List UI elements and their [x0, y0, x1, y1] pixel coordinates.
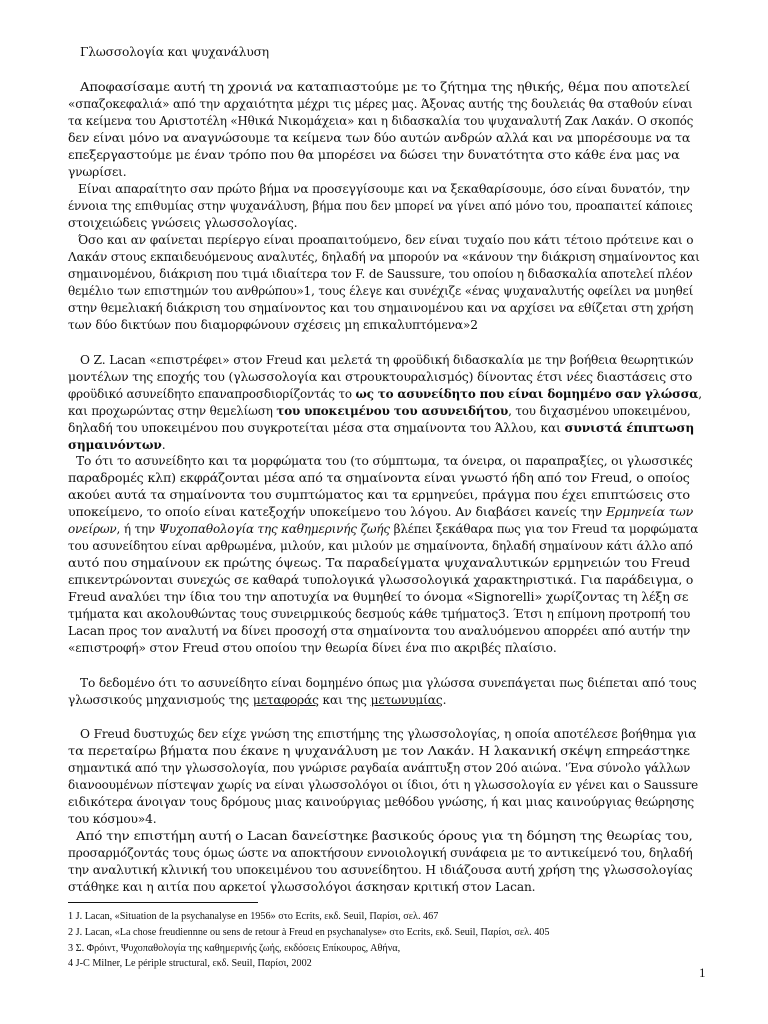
text-segment: τα περεταίρω βήματα που έκανε η ψυχανάλυση με τον Λακάν. Η λακανική σκέψη επηρεάστηκε — [68, 744, 690, 758]
text-line — [68, 572, 693, 589]
text-segment: , ή την — [116, 522, 159, 536]
text-segment: μοντέλων της εποχής του (γλωσσολογία και στρουκτουραλισμός) δίνοντας έτσι νέες διαστάσεις στο — [68, 370, 693, 384]
text-line — [68, 692, 446, 709]
text-line — [68, 198, 693, 215]
text-segment: Το ότι το ασυνείδητο και τα μορφώματα του (το σύμπτωμα, τα όνειρα, οι παραπραξίες, οι γλωσσικές — [76, 454, 693, 468]
text-segment: και προχωρώντας στην θεμελίωση — [68, 404, 277, 418]
text-line — [80, 726, 696, 743]
text-line — [68, 606, 690, 623]
text-line — [68, 879, 535, 896]
text-segment: τμήματα και ακολουθώντας τους συνειρμικούς δεσμούς κάθε τμήματος3. Έτσι η επίμονη προτροπή του — [68, 607, 691, 621]
text-line — [68, 538, 693, 555]
page-number: 1 — [699, 965, 706, 980]
text-line — [68, 266, 693, 283]
text-segment: υποκείμενο, το οποίο είναι κατεξοχήν υποκείμενο του λόγου. Αν διαβάσει κανείς την — [68, 505, 606, 519]
text-segment: στοιχειώδεις γνώσεις γλωσσολογίας. — [68, 216, 298, 230]
text-segment: Γλωσσολογία και ψυχανάλυση — [80, 45, 269, 59]
footnote-1: 1 J. Lacan, «Situation de la psychanalyse en 1956» στο Ecrits, εκδ. Seuil, Παρίσι, σελ. 467 — [68, 911, 439, 922]
text-segment: θεμέλιο των επιστημών του ανθρώπου»1, τους έλεγε και συνέχιζε «ένας ψυχαναλυτής οφείλει να μυηθεί — [68, 284, 694, 298]
document-title — [80, 44, 269, 61]
text-segment: «σπαζοκεφαλιά» από την αρχαιότητα μέχρι τις μέρες μας. Άξονας αυτής της δουλειάς θα σταθούν είναι — [68, 97, 693, 111]
text-line — [68, 777, 698, 794]
text-segment: ακούει αυτά τα σημαίνοντα του συμπτώματος και τα ερμηνεύει, πράγμα που έχει επιπτώσεις στο — [68, 488, 690, 502]
text-segment: στην θεμελιακή διάκριση του σημαίνοντος και του σημαινομένου και να αρχίσει να εθίζεται στη χρήση — [68, 301, 694, 315]
text-line — [68, 369, 692, 386]
text-line — [76, 453, 693, 470]
text-line — [68, 845, 693, 862]
text-segment: φροϋδικό ασυνείδητο επαναπροσδιορίζοντάς το — [68, 387, 356, 401]
text-line — [68, 640, 557, 657]
footnote-2: 2 J. Lacan, «La chose freudiennne ou sens de retour à Freud en psychanalyse» στο Ecrits, εκδ. Seuil, Παρίσι, σελ. 405 — [68, 927, 550, 938]
text-segment: έννοια της επιθυμίας στην ψυχανάλυση, βήμα που δεν μπορεί να γίνει από μόνο του, προαπαιτεί κάποιες — [68, 199, 693, 213]
text-segment: την αναλυτική κλινική του υποκειμένου του ασυνείδητου. Η ιδιάζουσα αυτή χρήση της γλωσσολογίας — [68, 863, 693, 877]
text-line — [68, 555, 690, 572]
text-segment: Λακάν στους εκπαιδευόμενους αναλυτές, δηλαδή να μπορούν να «κάνουν την διάκριση σημαίνοντος και — [68, 250, 700, 264]
text-segment: Αποφασίσαμε αυτή τη χρονιά να καταπιαστούμε με το ζήτημα της ηθικής, θέμα που αποτελεί — [80, 80, 691, 94]
footnote-3: 3 Σ. Φρόιντ, Ψυχοπαθολογία της καθημερινής ζωής, εκδόσεις Επίκουρος, Αθήνα, — [68, 943, 401, 954]
text-segment: ειδικότερα άνοιγαν τους δρόμους μιας καινούργιας μεθόδου γνώσης, ή και μιας καινούργιας θεώρησης — [68, 795, 695, 809]
bold-text: του υποκειμένου του ασυνειδήτου — [276, 404, 509, 418]
italic-text: ονείρων — [68, 522, 117, 536]
text-segment: Το δεδομένο ότι το ασυνείδητο είναι δομημένο όπως μια γλώσσα συνεπάγεται πως διέπεται από τους — [80, 676, 697, 690]
text-segment: και της — [318, 693, 371, 707]
text-segment: παραδρομές κλπ) εκφράζονται μέσα από τα σημαίνοντα είναι γνωστό ήδη από τον Freud, ο οποίος — [68, 471, 690, 485]
text-segment: βλέπει ξεκάθαρα πως για τον Freud τα μορφώματα — [389, 522, 699, 536]
text-segment: , του διχασμένου υποκειμένου, — [508, 404, 691, 418]
text-segment: Είναι απαραίτητο σαν πρώτο βήμα να προσεγγίσουμε και να ξεκαθαρίσουμε, όσο είναι δυνατόν, την — [78, 182, 690, 196]
text-segment: Ο Ζ. Lacan «επιστρέφει» στον Freud και μελετά τη φροϋδική διδασκαλία με την βοήθεια θεωρητικών — [80, 353, 694, 367]
text-line — [78, 232, 693, 249]
text-line — [68, 403, 691, 420]
text-line — [68, 386, 702, 403]
text-segment: αυτό που σημαίνουν εκ πρώτης όψεως. Τα παραδείγματα ψυχαναλυτικών ερμηνειών του Freud — [68, 556, 691, 570]
text-line — [80, 352, 693, 369]
text-segment: σημαντικά από την γλωσσολογία, που γνώρισε ραγδαία ανάπτυξη στον 20ό αιώνα. 'Ένα σύνολο γάλλων — [68, 761, 691, 775]
text-segment: , — [698, 387, 702, 401]
text-line — [68, 794, 694, 811]
text-segment: των δύο δικτύων που διαμορφώνουν σχέσεις μη επικαλυπτόμενα»2 — [68, 318, 478, 332]
text-segment: του ασυνείδητου είναι αρθρωμένα, μιλούν, και μιλούν με σημαίνοντα, δηλαδή σημαίνουν κάτι άλλο από — [68, 539, 693, 553]
text-segment: . — [161, 438, 166, 452]
italic-text: Ερμηνεία των — [605, 505, 694, 519]
text-segment: στάθηκε και η αιτία που αρκετοί γλωσσολόγοι άσκησαν κριτική στον Lacan. — [68, 880, 536, 894]
text-line — [68, 300, 693, 317]
text-line — [68, 249, 700, 266]
text-line — [68, 760, 690, 777]
text-line — [68, 130, 690, 147]
text-line — [68, 317, 478, 334]
text-line — [68, 504, 693, 521]
text-segment: δηλαδή του υποκειμένου που συγκροτείται μέσα στα σημαίνοντα του Άλλου, και — [68, 421, 565, 435]
text-line — [68, 437, 165, 454]
text-line — [68, 283, 693, 300]
underlined-text: μεταφοράς — [252, 693, 319, 707]
text-segment: επεξεργαστούμε με έναν τρόπο που θα μπορέσει να δώσει την δυνατότητα στο κάθε ένα μας να — [68, 148, 680, 162]
text-line — [68, 164, 127, 181]
text-line — [68, 521, 698, 538]
text-line — [68, 743, 690, 760]
text-line — [68, 215, 297, 232]
footnote-separator — [68, 902, 258, 903]
text-segment: Freud αναλύει την ίδια του την αποτυχία να θυμηθεί το όνομα «Signorelli» χωρίζοντας τη λέξη σε — [68, 590, 689, 604]
text-segment: «επιστροφή» στον Freud στου οποίου την θεωρία δίνει ένα πιο ακριβές πλαίσιο. — [68, 641, 557, 655]
text-line — [68, 623, 690, 640]
text-line — [68, 862, 693, 879]
text-line — [76, 828, 693, 845]
footnote-4: 4 J-C Milner, Le périple structural, εκδ. Seuil, Παρίσι, 2002 — [68, 958, 312, 969]
italic-text: Ψυχοπαθολογία της καθημερινής ζωής — [158, 522, 390, 536]
text-segment: . — [442, 693, 447, 707]
text-line — [78, 181, 690, 198]
bold-text: σημαινόντων — [68, 438, 162, 452]
text-segment: δεν είναι μόνο να αναγνώσουμε τα κείμενα των δύο αυτών ανδρών αλλά και να μπορέσουμε να τα — [68, 131, 691, 145]
text-line — [68, 487, 690, 504]
text-segment: σημαινομένου, διάκριση που τιμά ιδιαίτερα τον F. de Saussure, του οποίου η διδασκαλία αποτελεί πλέον — [68, 267, 693, 281]
underlined-text: μετωνυμίας — [370, 693, 443, 707]
text-segment: του κόσμου»4. — [68, 812, 157, 826]
text-line — [68, 470, 690, 487]
text-line — [68, 96, 693, 113]
text-segment: τα κείμενα του Αριστοτέλη «Ηθικά Νικομάχεια» και η διδασκαλία του ψυχαναλυτή Ζακ Λακάν. Ο σκοπός — [68, 114, 694, 128]
text-line — [68, 420, 694, 437]
text-segment: Lacan προς τον αναλυτή να δίνει προσοχή στα σημαίνοντα του αναλυόμενου απορρέει από αυτήν την — [68, 624, 691, 638]
text-segment: γνωρίσει. — [68, 165, 127, 179]
text-line — [68, 147, 680, 164]
text-line — [68, 811, 156, 828]
text-segment: Από την επιστήμη αυτή ο Lacan δανείστηκε βασικούς όρους για τη δόμηση της θεωρίας του, — [76, 829, 693, 843]
text-segment: επικεντρώνονται συνεχώς σε καθαρά τυπολογικά γλωσσολογικά χαρακτηριστικά. Για παράδειγμα, ο — [68, 573, 694, 587]
text-line — [68, 113, 693, 130]
text-segment: Ο Freud δυστυχώς δεν είχε γνώση της επιστήμης της γλωσσολογίας, η οποία αποτέλεσε βοήθημα για — [80, 727, 697, 741]
bold-text: ως το ασυνείδητο που είναι δομημένο σαν γλώσσα — [355, 387, 699, 401]
text-line — [80, 675, 697, 692]
text-segment: διανοουμένων πίστεψαν χωρίς να είναι γλωσσολόγοι οι ίδιοι, ότι η γλωσσολογία εν γένει και ο Saussure — [68, 778, 699, 792]
text-segment: γλωσσικούς μηχανισμούς της — [68, 693, 253, 707]
text-line — [80, 79, 690, 96]
bold-text: συνιστά έπιπτωση — [564, 421, 695, 435]
text-line — [68, 589, 688, 606]
text-segment: προσαρμόζοντάς τους όμως ώστε να αποκτήσουν εννοιολογική συνάφεια με το αντικείμενό του, δηλαδή — [68, 846, 693, 860]
text-segment: Όσο και αν φαίνεται περίεργο είναι προαπαιτούμενο, δεν είναι τυχαίο που κάτι τέτοιο πρότεινε και ο — [78, 233, 694, 247]
